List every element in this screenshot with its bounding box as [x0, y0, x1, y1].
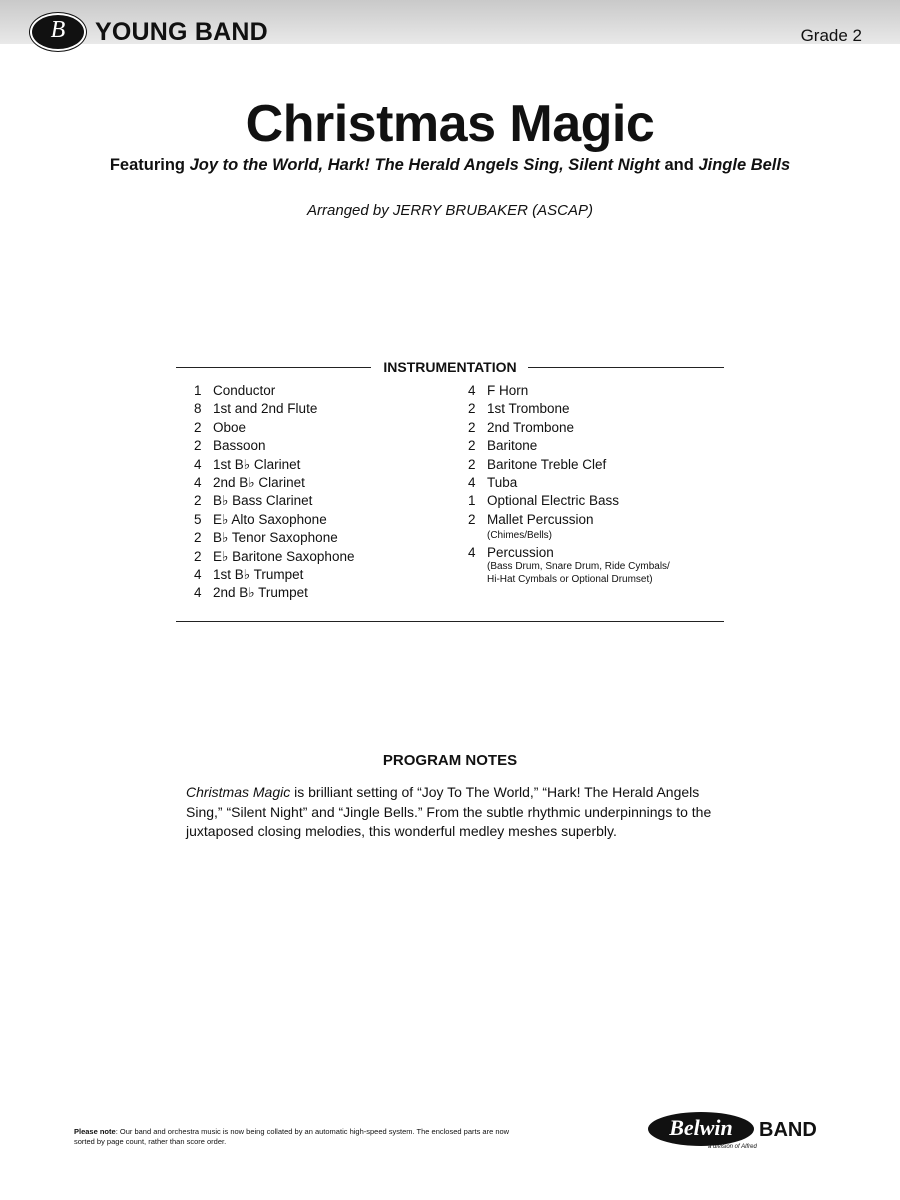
list-item — [194, 529, 424, 547]
item-name: 2nd B♭ Trumpet — [213, 585, 308, 601]
item-qty: 4 — [468, 474, 476, 490]
list-item — [194, 419, 424, 437]
page-title: Christmas Magic — [245, 95, 655, 153]
item-qty: 2 — [468, 401, 476, 417]
item-name: B♭ Tenor Saxophone — [213, 530, 338, 546]
subtitle-last-song: Jingle Bells — [698, 156, 791, 174]
instrumentation-bottom-rule — [176, 621, 724, 622]
publisher-oval — [648, 1112, 754, 1146]
item-name: 1st B♭ Clarinet — [213, 456, 301, 472]
list-item — [194, 382, 424, 400]
program-notes-text — [186, 783, 726, 842]
instrumentation-heading: INSTRUMENTATION — [383, 359, 517, 375]
footnote-label: Please note — [74, 1127, 116, 1136]
series-logo — [30, 13, 86, 51]
mallet-note: (Chimes/Bells) — [487, 530, 553, 542]
item-qty: 4 — [468, 383, 476, 398]
list-item — [468, 419, 718, 437]
publisher-name: Belwin — [669, 1115, 733, 1140]
grade-label: Grade 2 — [800, 26, 862, 45]
list-item — [194, 548, 424, 566]
item-name: Percussion — [487, 545, 554, 561]
instrumentation-right-column — [468, 382, 718, 589]
list-item — [194, 400, 424, 418]
item-qty: 2 — [468, 456, 476, 472]
item-qty: 4 — [194, 456, 202, 472]
list-item — [194, 584, 424, 602]
list-item — [468, 400, 718, 418]
list-item-note — [468, 573, 718, 589]
item-name: Optional Electric Bass — [487, 493, 620, 509]
item-name: Baritone — [487, 438, 538, 454]
publisher-logo — [648, 1110, 828, 1150]
subtitle-songs: Joy to the World, Hark! The Herald Angels Sing, Silent Night — [189, 156, 660, 174]
item-qty: 4 — [194, 585, 202, 601]
item-name: 1st and 2nd Flute — [213, 401, 318, 417]
item-qty: 5 — [194, 511, 202, 527]
footnote-text: : Our band and orchestra music is now being collated by an automatic high-speed system. The enclosed parts are now sorted by page count, rather than score order. — [74, 1127, 510, 1146]
subtitle — [0, 156, 900, 175]
collation-footnote — [74, 1127, 524, 1147]
subtitle-prefix: Featuring — [109, 156, 190, 174]
item-qty: 2 — [194, 530, 202, 546]
subtitle-joiner: and — [659, 156, 699, 174]
item-name: 1st B♭ Trumpet — [213, 566, 304, 582]
list-item-note — [468, 529, 718, 544]
item-name: 1st Trombone — [487, 401, 570, 417]
list-item — [194, 492, 424, 510]
item-name: Bassoon — [213, 438, 266, 454]
list-item — [468, 492, 718, 510]
list-item — [468, 511, 718, 529]
list-item — [468, 456, 718, 474]
instrumentation-left-column — [194, 382, 424, 603]
item-qty: 4 — [468, 545, 476, 561]
item-name: Tuba — [487, 474, 518, 490]
percussion-note-line-1: (Bass Drum, Snare Drum, Ride Cymbals/ — [487, 560, 670, 572]
program-notes-title: Christmas Magic — [186, 784, 291, 800]
publisher-band: BAND — [759, 1119, 817, 1141]
item-name: F Horn — [487, 383, 529, 398]
item-qty: 2 — [468, 511, 476, 527]
item-name: E♭ Alto Saxophone — [213, 511, 327, 527]
item-qty: 4 — [194, 474, 202, 490]
list-item — [468, 474, 718, 492]
item-qty: 2 — [468, 419, 476, 435]
header-bar — [0, 0, 900, 44]
item-name: Oboe — [213, 419, 247, 435]
item-qty: 2 — [194, 548, 202, 564]
item-qty: 4 — [194, 566, 202, 582]
item-qty: 2 — [194, 438, 202, 454]
percussion-note-line-2: Hi-Hat Cymbals or Optional Drumset) — [487, 573, 653, 585]
list-item — [194, 437, 424, 455]
item-name: 2nd B♭ Clarinet — [213, 474, 305, 490]
list-item — [468, 382, 718, 400]
list-item — [194, 474, 424, 492]
program-notes-heading: PROGRAM NOTES — [382, 752, 518, 769]
item-name: 2nd Trombone — [487, 419, 575, 435]
item-qty: 2 — [194, 493, 202, 509]
logo-letter: B — [50, 17, 66, 43]
list-item — [194, 566, 424, 584]
item-name: Mallet Percussion — [487, 511, 594, 527]
series-name: YOUNG BAND — [95, 18, 268, 46]
item-qty: 1 — [468, 493, 476, 509]
item-qty: 1 — [194, 383, 202, 398]
program-notes-body: is brilliant setting of “Joy To The World,” “Hark! The Herald Angels Sing,” “Silent Night” and “Jingle Bells.” From the subtle rhythmic underpinnings to the juxtaposed closing melodies, this wonderful medley meshes superbly. — [186, 784, 712, 839]
item-name: E♭ Baritone Saxophone — [213, 548, 355, 564]
item-qty: 2 — [468, 438, 476, 454]
publisher-division: a division of Alfred — [708, 1144, 757, 1150]
item-qty: 8 — [194, 401, 202, 417]
list-item — [468, 437, 718, 455]
item-qty: 2 — [194, 419, 202, 435]
list-item — [194, 511, 424, 529]
item-name: Conductor — [213, 383, 276, 398]
list-item — [194, 456, 424, 474]
arranger-credit: Arranged by JERRY BRUBAKER (ASCAP) — [307, 202, 593, 219]
item-name: Baritone Treble Clef — [487, 456, 607, 472]
item-name: B♭ Bass Clarinet — [213, 493, 313, 509]
